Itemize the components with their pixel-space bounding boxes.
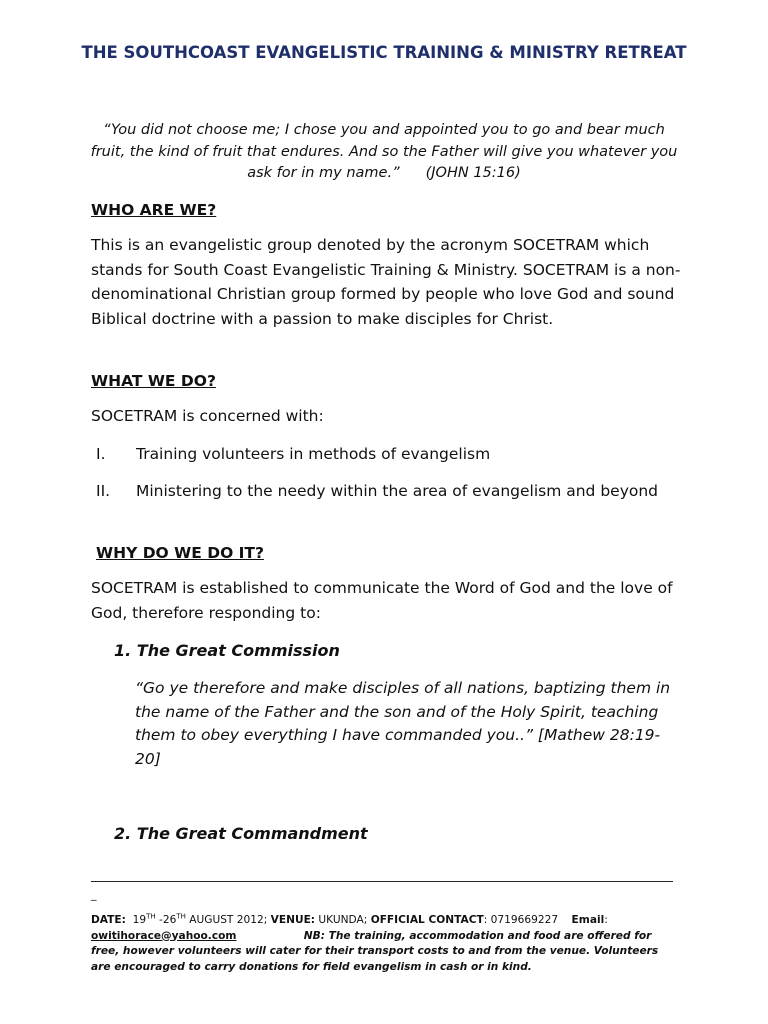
opening-quote	[90, 120, 678, 185]
opening-quote-text: “You did not choose me; I chose you and appointed you to go and bear much fruit, the kind of fruit that endures. And so the Father will give you whatever you ask for in my name.”	[90, 122, 678, 181]
point-number: 2.	[114, 824, 132, 843]
contact-value: : 0719669227	[483, 914, 559, 926]
heading-who-are-we: WHO ARE WE?	[91, 201, 217, 219]
list-item	[96, 479, 696, 504]
date-end-suffix: TH	[176, 912, 186, 921]
list-item-text: Ministering to the needy within the area of evangelism and beyond	[136, 482, 659, 500]
list-item	[96, 442, 696, 467]
email-label: Email	[571, 914, 605, 926]
heading-why-do-we-do-it: WHY DO WE DO IT?	[96, 544, 264, 562]
list-item-text: Training volunteers in methods of evangelism	[136, 445, 491, 463]
footer-dash: _	[91, 888, 97, 901]
great-commission-quote: “Go ye therefore and make disciples of all nations, baptizing them in the name of the Father and the son and of the Holy Spirit, teaching them to obey everything I have commanded you..” [Mathew 28:19-20]	[135, 679, 671, 768]
date-start: 19	[132, 914, 147, 926]
list-marker: I.	[96, 445, 106, 463]
point-title: The Great Commandment	[136, 824, 368, 843]
opening-quote-reference: (JOHN 15:16)	[425, 165, 521, 181]
footer-notes	[91, 913, 681, 975]
footer-note: NB: The training, accommodation and food are offered for free, however volunteers will cater for their transport costs to and from the venue. Volunteers are encouraged to carry donations for field evangelism in cash or in kind.	[91, 929, 659, 973]
email-colon: :	[604, 914, 608, 926]
venue-value: UKUNDA;	[315, 914, 371, 926]
who-are-we-body: This is an evangelistic group denoted by the acronym SOCETRAM which stands for South Coast Evangelistic Training & Ministry. SOCETRAM is a non-denominational Christian group formed by people who love God and sound Biblical doctrine with a passion to make disciples for Christ.	[91, 236, 681, 328]
point-title: The Great Commission	[136, 641, 340, 660]
point-number: 1.	[114, 641, 132, 660]
date-tail: AUGUST 2012;	[185, 914, 271, 926]
heading-what-we-do: WHAT WE DO?	[91, 372, 216, 390]
list-marker: II.	[96, 482, 111, 500]
contact-label: OFFICIAL CONTACT	[370, 914, 484, 926]
point-great-commandment	[114, 823, 368, 845]
why-intro: SOCETRAM is established to communicate the Word of God and the love of God, therefore responding to:	[91, 579, 673, 622]
venue-label: VENUE:	[270, 914, 316, 926]
point-great-commission	[114, 640, 340, 662]
what-we-do-intro: SOCETRAM is concerned with:	[91, 407, 324, 425]
footer-divider	[91, 881, 673, 882]
email-link[interactable]: owitihorace@yahoo.com	[91, 929, 237, 942]
document-title: THE SOUTHCOAST EVANGELISTIC TRAINING & MINISTRY RETREAT	[81, 43, 687, 62]
date-start-suffix: TH	[146, 912, 156, 921]
date-separator: -26	[155, 914, 177, 926]
date-label: DATE:	[91, 914, 126, 926]
